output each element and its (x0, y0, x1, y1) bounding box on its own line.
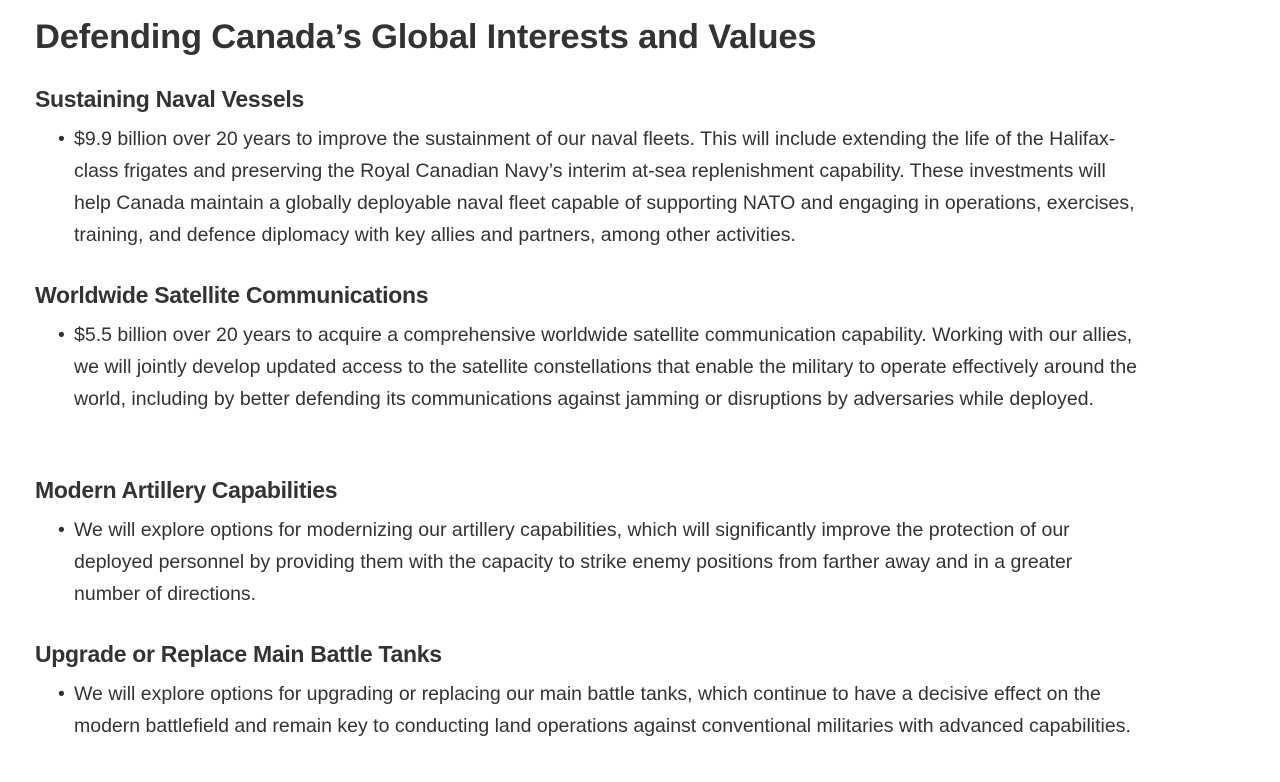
section-heading: Worldwide Satellite Communications (35, 282, 429, 308)
bullet-list (35, 678, 1142, 742)
section-heading: Modern Artillery Capabilities (35, 477, 338, 503)
bullet-list (35, 123, 1142, 251)
list-item (35, 319, 1142, 415)
list-item (35, 514, 1142, 610)
page-title: Defending Canada’s Global Interests and Values (35, 18, 817, 56)
section-modern-artillery-capabilities (35, 475, 1142, 610)
section-upgrade-or-replace-main-battle-tanks (35, 639, 1142, 742)
list-item-text: $9.9 billion over 20 years to improve the sustainment of our naval fleets. This will include extending the life of the Halifax-class frigates and preserving the Royal Canadian Navy’s interim at-sea replenishment capability. These investments will help Canada maintain a globally deployable naval fleet capable of supporting NATO and engaging in operations, exercises, training, and defence diplomacy with key allies and partners, among other activities. (74, 128, 1135, 246)
section-sustaining-naval-vessels (35, 84, 1142, 251)
section-heading: Upgrade or Replace Main Battle Tanks (35, 641, 442, 667)
list-item (35, 123, 1142, 251)
bullet-icon: • (58, 519, 65, 541)
section-worldwide-satellite-communications (35, 280, 1142, 415)
bullet-list (35, 319, 1142, 415)
section-heading: Sustaining Naval Vessels (35, 86, 304, 112)
list-item (35, 678, 1142, 742)
bullet-icon: • (58, 683, 65, 705)
bullet-icon: • (58, 128, 65, 150)
list-item-text: We will explore options for upgrading or replacing our main battle tanks, which continue to have a decisive effect on the modern battlefield and remain key to conducting land operations against conventional militaries with advanced capabilities. (74, 683, 1131, 737)
bullet-icon: • (58, 324, 65, 346)
list-item-text: We will explore options for modernizing our artillery capabilities, which will significantly improve the protection of our deployed personnel by providing them with the capacity to strike enemy positions from farther away and in a greater number of directions. (74, 519, 1073, 605)
bullet-list (35, 514, 1142, 610)
list-item-text: $5.5 billion over 20 years to acquire a comprehensive worldwide satellite communication capability. Working with our allies, we will jointly develop updated access to the satellite constellations that enable the military to operate effectively around the world, including by better defending its communications against jamming or disruptions by adversaries while deployed. (74, 324, 1138, 410)
